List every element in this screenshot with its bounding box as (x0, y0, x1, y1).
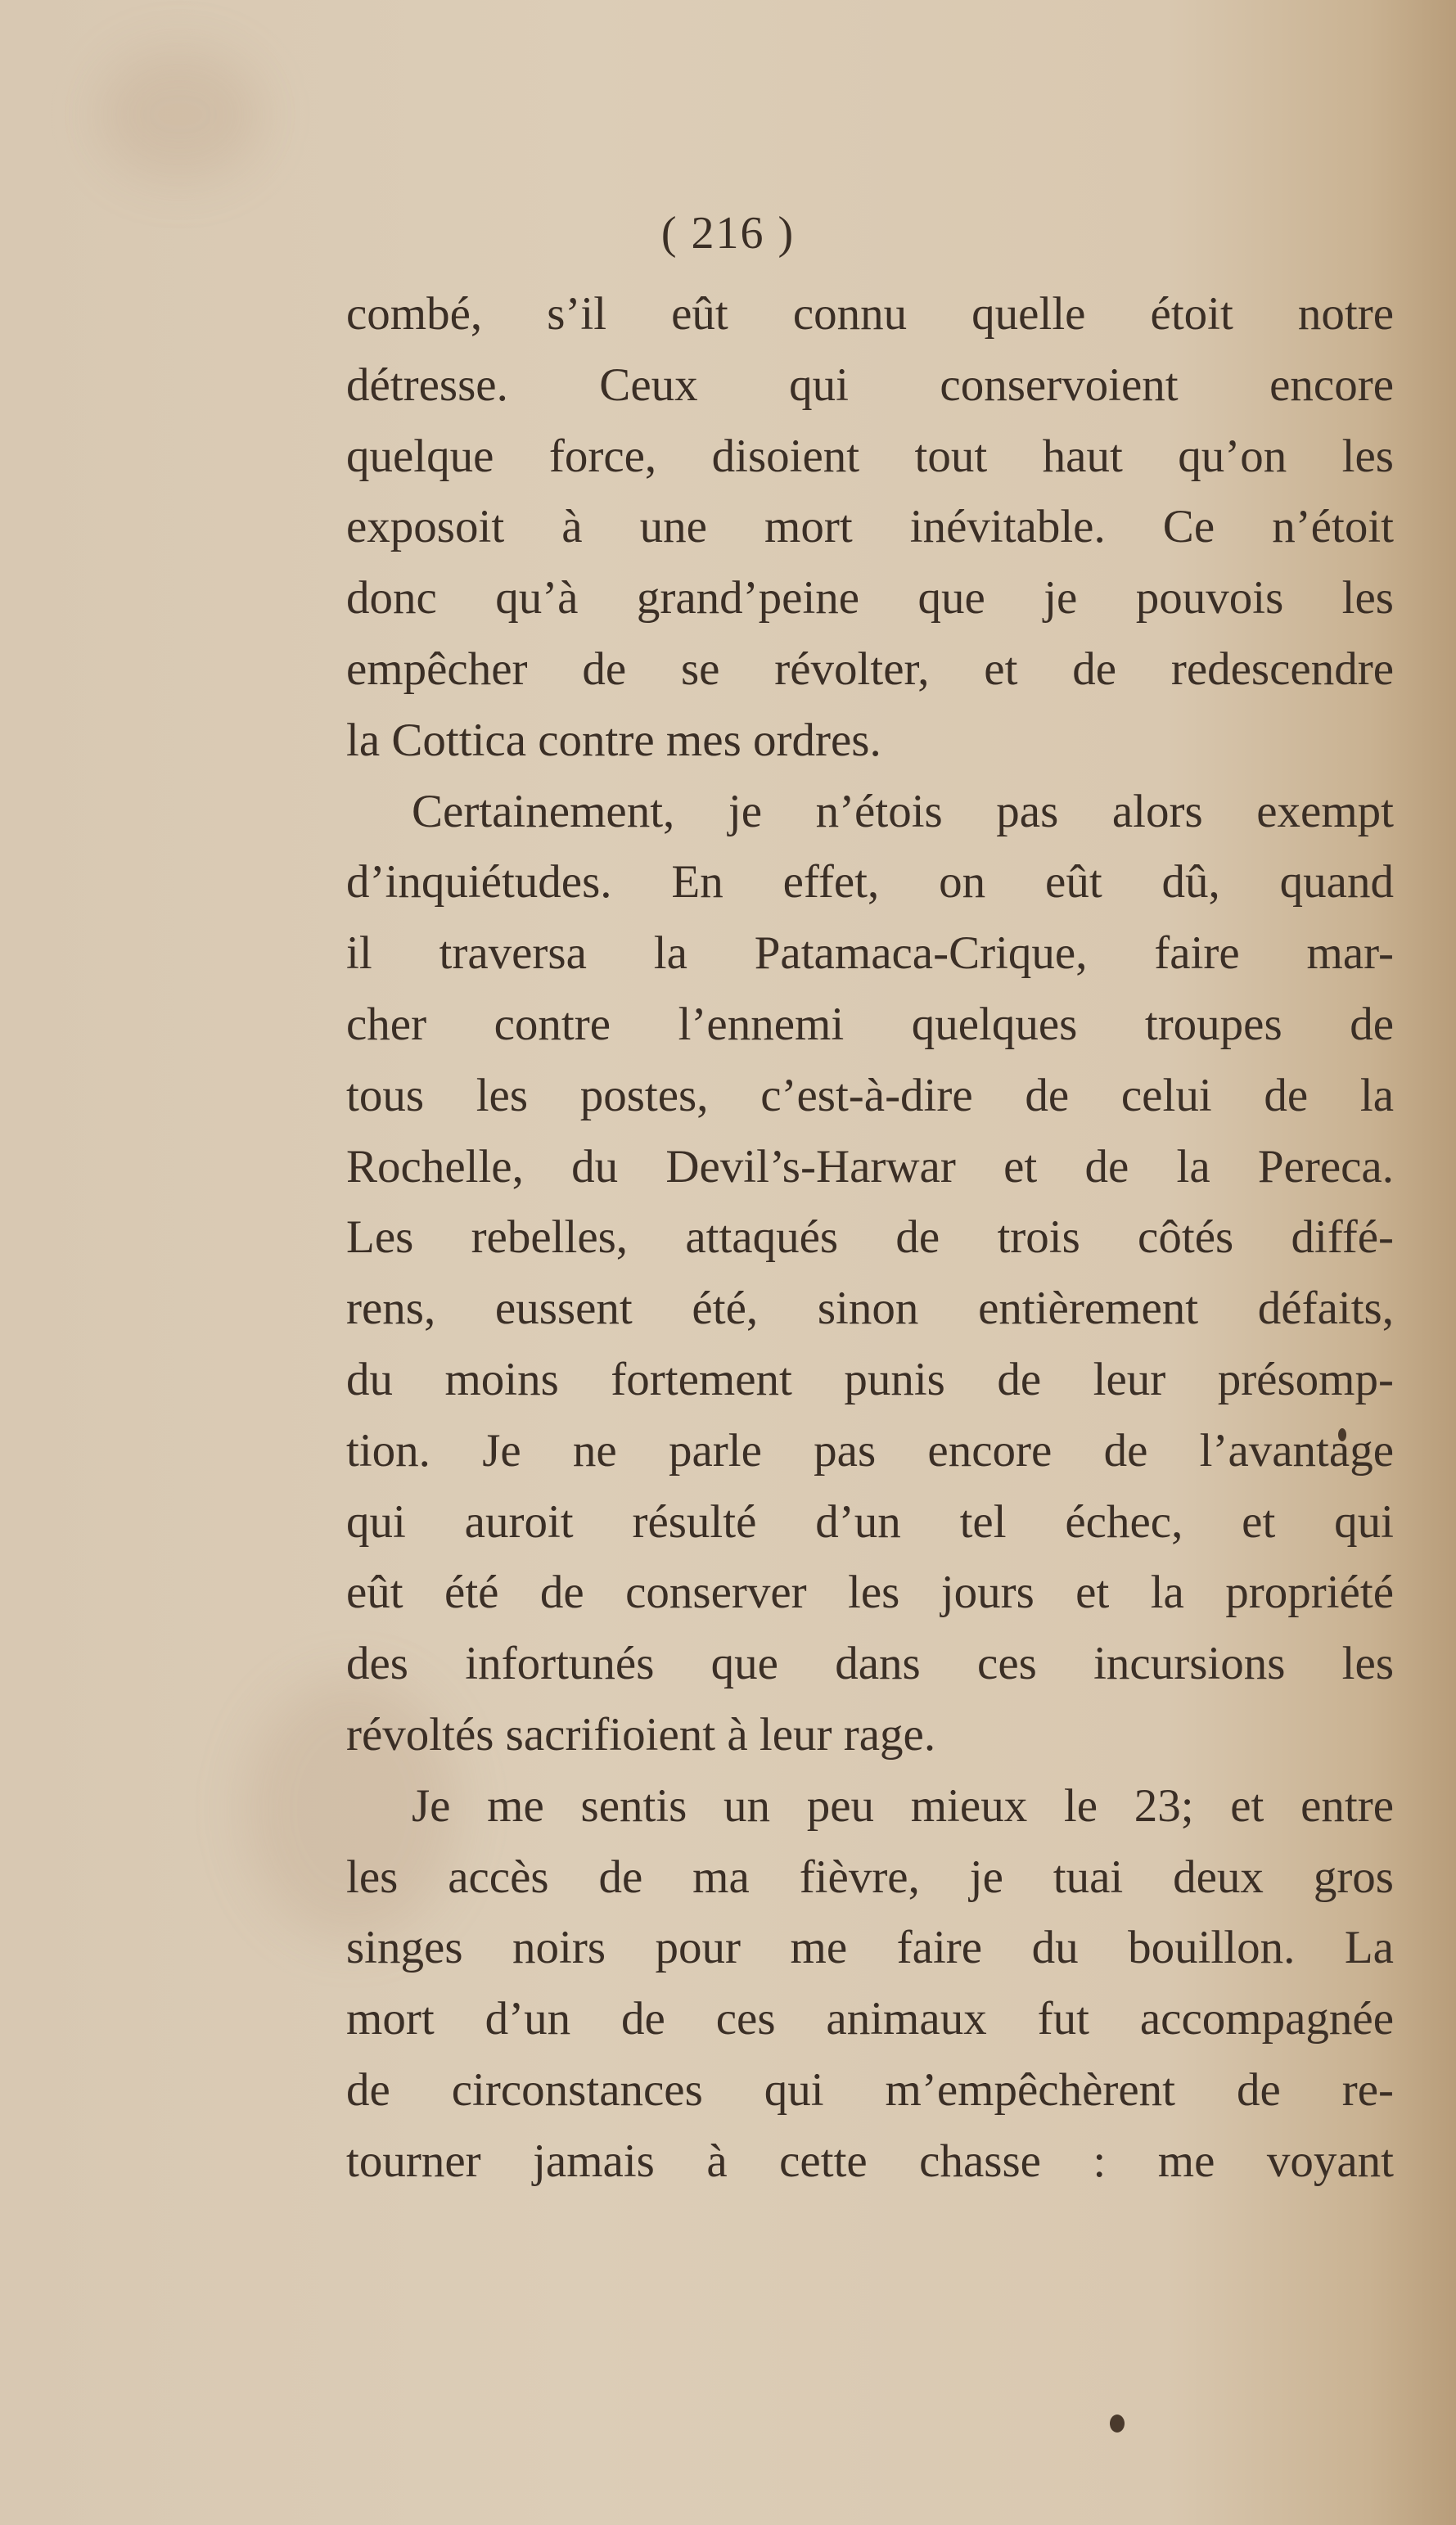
page-number: ( 216 ) (660, 208, 796, 259)
text-line: cher contre l’ennemi quelques troupes de (346, 998, 1394, 1050)
text-line: détresse. Ceux qui conservoient encore (346, 358, 1394, 411)
paragraph (346, 1771, 1394, 2198)
text-line: Les rebelles, attaqués de trois côtés diffé- (346, 1211, 1394, 1264)
text-line: tourner jamais à cette chasse : me voyant (346, 2135, 1394, 2187)
text-line: exposoit à une mort inévitable. Ce n’étoit (346, 501, 1394, 553)
paragraph (346, 279, 1394, 777)
text-line: eût été de conserver les jours et la propriété (346, 1567, 1394, 1619)
text-line: combé, s’il eût connu quelle étoit notre (346, 288, 1394, 340)
text-line: du moins fortement punis de leur présomp- (346, 1353, 1394, 1405)
text-line: Rochelle, du Devil’s-Harwar et de la Pereca. (346, 1140, 1394, 1193)
text-line: révoltés sacrifioient à leur rage. (346, 1708, 936, 1761)
text-line: tion. Je ne parle pas encore de l’avantage (346, 1424, 1394, 1477)
text-line: les accès de ma fièvre, je tuai deux gros (346, 1851, 1394, 1903)
text-line: quelque force, disoient tout haut qu’on les (346, 430, 1394, 482)
paper-stain (98, 49, 262, 180)
paragraph (346, 777, 1394, 1771)
text-line: Certainement, je n’étois pas alors exempt (412, 785, 1394, 837)
text-line: des infortunés que dans ces incursions les (346, 1638, 1394, 1690)
text-line: empêcher de se révolter, et de redescendre (346, 643, 1394, 695)
text-line: d’inquiétudes. En effet, on eût dû, quand (346, 856, 1394, 909)
text-line: qui auroit résulté d’un tel échec, et qui (346, 1495, 1394, 1548)
text-line: de circonstances qui m’empêchèrent de re- (346, 2063, 1394, 2116)
text-line: tous les postes, c’est-à-dire de celui de la (346, 1069, 1394, 1121)
text-line: singes noirs pour me faire du bouillon. La (346, 1922, 1394, 1974)
text-line: la Cottica contre mes ordres. (346, 714, 881, 766)
text-line: il traversa la Patamaca-Crique, faire mar- (346, 927, 1394, 980)
text-line: mort d’un de ces animaux fut accompagnée (346, 1993, 1394, 2045)
text-line: donc qu’à grand’peine que je pouvois les (346, 572, 1394, 624)
text-line: rens, eussent été, sinon entièrement défaits, (346, 1283, 1394, 1335)
body-text (346, 279, 1394, 2198)
ink-spot (1110, 2415, 1125, 2433)
text-line: Je me sentis un peu mieux le 23; et entre (412, 1779, 1394, 1832)
